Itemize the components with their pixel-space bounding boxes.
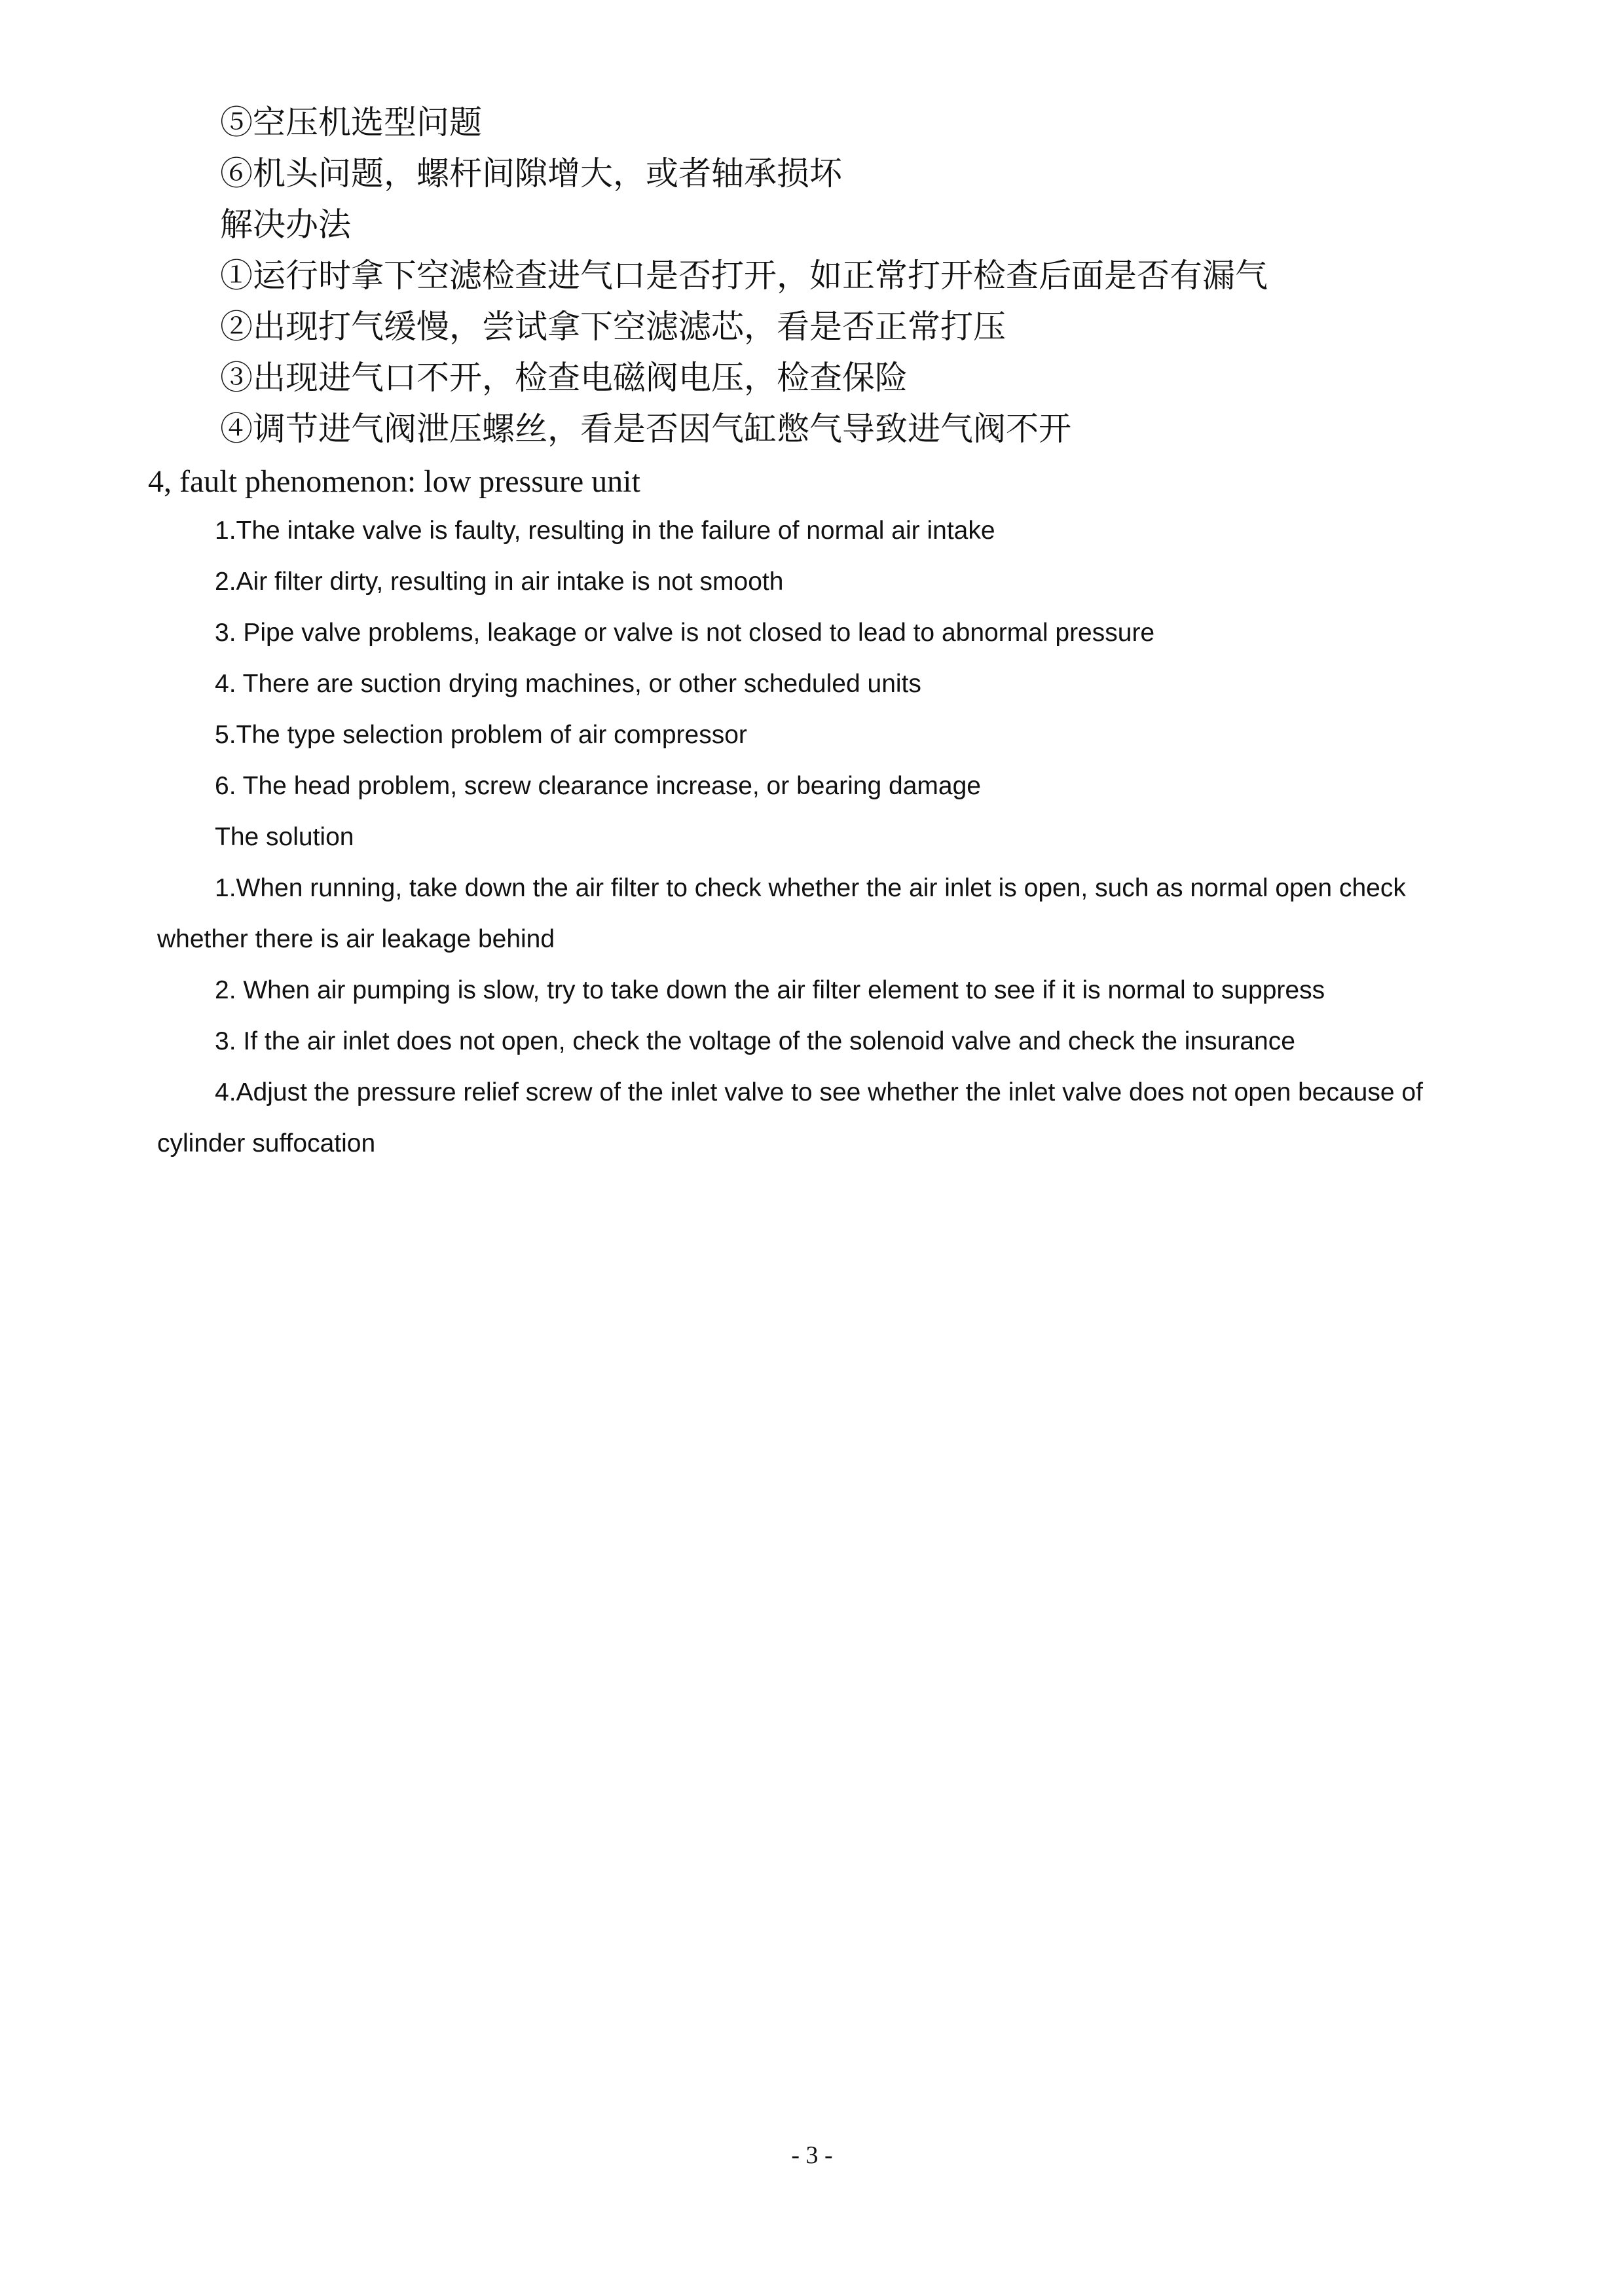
section-heading: 4, fault phenomenon: low pressure unit [148,464,640,499]
cn-line-solution-1: ①运行时拿下空滤检查进气口是否打开，如正常打开检查后面是否有漏气 [220,257,1268,295]
solution-item-2: 2. When air pumping is slow, try to take down the air filter element to see if it is normal to suppress [215,976,1325,1004]
cn-solution-heading: 解决办法 [220,206,351,244]
solution-label: The solution [215,823,354,851]
cn-line-solution-4: ④调节进气阀泄压螺丝，看是否因气缸憋气导致进气阀不开 [220,410,1071,448]
cause-item-4: 4. There are suction drying machines, or other scheduled units [215,670,921,698]
cn-line-solution-3: ③出现进气口不开，检查电磁阀电压，检查保险 [220,359,908,397]
cause-item-6: 6. The head problem, screw clearance increase, or bearing damage [215,772,981,800]
cn-line-cause-6: ⑥机头问题，螺杆间隙增大，或者轴承损坏 [220,155,842,192]
solution-item-1-line-2: whether there is air leakage behind [157,925,555,953]
cause-item-3: 3. Pipe valve problems, leakage or valve is not closed to lead to abnormal pressure [215,619,1155,647]
cause-item-5: 5.The type selection problem of air compressor [215,721,747,749]
solution-item-4-line-2: cylinder suffocation [157,1129,376,1157]
cause-item-1: 1.The intake valve is faulty, resulting in the failure of normal air intake [215,517,995,545]
page-number: - 3 - [791,2141,833,2169]
cause-item-2: 2.Air filter dirty, resulting in air intake is not smooth [215,568,784,596]
solution-item-4-line-1: 4.Adjust the pressure relief screw of the inlet valve to see whether the inlet valve does not open because of [215,1078,1423,1106]
solution-item-3: 3. If the air inlet does not open, check the voltage of the solenoid valve and check the insurance [215,1027,1295,1055]
cn-line-cause-5: ⑤空压机选型问题 [220,103,482,141]
solution-item-1-line-1: 1.When running, take down the air filter to check whether the air inlet is open, such as normal open check [215,874,1406,902]
cn-line-solution-2: ②出现打气缓慢，尝试拿下空滤滤芯，看是否正常打压 [220,308,1006,346]
